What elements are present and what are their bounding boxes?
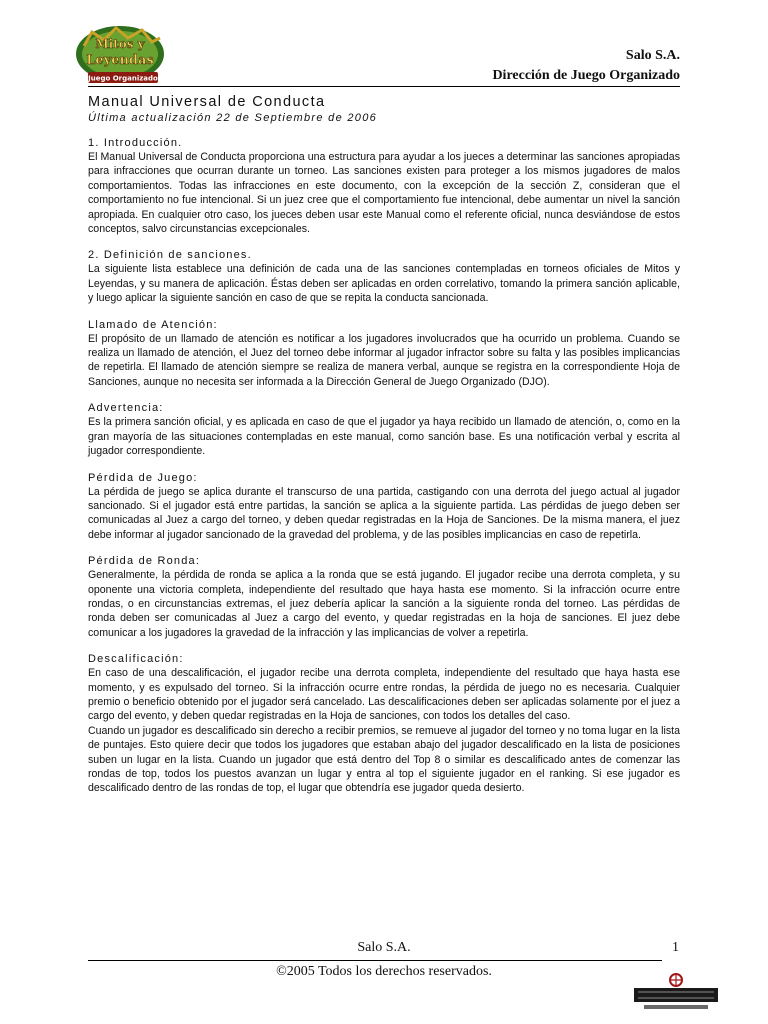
svg-text:Juego Organizado: Juego Organizado bbox=[88, 74, 158, 83]
footer-divider bbox=[88, 960, 662, 961]
header-department: Dirección de Juego Organizado bbox=[492, 68, 680, 83]
header-divider bbox=[88, 86, 680, 87]
section-heading: Descalificación: bbox=[88, 653, 184, 666]
section-advertencia bbox=[88, 401, 680, 458]
section-introduccion bbox=[88, 136, 680, 236]
section-heading: Llamado de Atención: bbox=[88, 318, 218, 331]
section-heading: Pérdida de Ronda: bbox=[88, 555, 201, 568]
svg-text:Leyendas: Leyendas bbox=[86, 53, 154, 68]
page-number: 1 bbox=[672, 940, 679, 955]
section-text: El propósito de un llamado de atención es notificar a los jugadores involucrados que ha ocurrido un problema. Cuando se realiza un llamado de atención, el Juez del torneo debe informar al jugador infractor sobre su falta y las posibles implicancias de repetirla. El llamado de atención siempre se realiza de manera verbal, aunque se registra en la correspondiente Hoja de Sanciones, aunque no necesita ser informada a la Dirección General de Juego Organizado (DJO). bbox=[88, 332, 680, 388]
document-subtitle: Última actualización 22 de Septiembre de 2006 bbox=[88, 112, 378, 124]
section-perdida-de-ronda bbox=[88, 554, 680, 640]
svg-text:Mitos y: Mitos y bbox=[95, 37, 145, 51]
section-heading: Advertencia: bbox=[88, 402, 164, 415]
section-text: La siguiente lista establece una definición de cada una de las sanciones contempladas en torneos oficiales de Mitos y Leyendas, y su manera de aplicación. Éstas deben ser aplicadas en orden correlativo, tomando la primera sanción aplicable, y luego aplicar la siguiente sanción en caso de que se repita la conducta sancionada. bbox=[88, 263, 680, 305]
section-text: Es la primera sanción oficial, y es aplicada en caso de que el jugador ya haya recibido un llamado de atención, o, como en la gran mayoría de las situaciones contempladas en este manual, como sanción base. Es una notificación verbal y escrita al jugador correspondiente. bbox=[88, 416, 680, 458]
section-text: Cuando un jugador es descalificado sin derecho a recibir premios, se remueve al jugador del torneo y no toma lugar en la lista de puntajes. Esto quiere decir que todos los jugadores que estaban abajo del jugador descalificado en la lista de posiciones suben un lugar en la lista. Cuando un jugador que está dentro del Top 8 o similar es descalificado antes de comenzar las rondas de top, todos los puestos avanzan un lugar y entra al top el siguiente jugador en el ranking. Si ese jugador es descalificado dentro de las rondas de top, el lugar que obtendría ese jugador queda desierto. bbox=[88, 724, 680, 795]
section-text: El Manual Universal de Conducta proporciona una estructura para ayudar a los jueces a determinar las sanciones apropiadas para infracciones que ocurran durante un torneo. Las sanciones existen para proteger a los mismos jugadores de malos comportamientos. Todas las infracciones en este documento, con la excepción de la sección Z, consideran que el comportamiento no fue intencional. Si un juez cree que el comportamiento fue intencional, debe aumentar un nivel la sanción apropiada. En cualquier otro caso, los jueces deben usar este Manual como el referente oficial, nunca desviándose de estos conceptos, salvo circunstancias excepcionales. bbox=[88, 151, 680, 236]
section-descalificacion bbox=[88, 652, 680, 796]
section-heading: 1. Introducción. bbox=[88, 137, 183, 149]
section-definicion-sanciones bbox=[88, 248, 680, 305]
section-text: La pérdida de juego se aplica durante el transcurso de una partida, castigando con una derrota del juego actual al jugador sancionado. Si el jugador está entre partidas, la sanción se aplica a la siguiente partida. Las pérdidas de juego deben ser comunicadas al Juez a cargo del torneo, y deben quedar registradas en la Hoja de Sanciones. De la misma manera, el juez debe informar al jugador sancionado de la gravedad del problema, y de las posibles implicancias en caso de repetirla. bbox=[88, 485, 680, 541]
editorial-logo-icon bbox=[630, 972, 722, 1012]
document-title: Manual Universal de Conducta bbox=[88, 94, 326, 110]
footer-copyright: ©2005 Todos los derechos reservados. bbox=[276, 964, 492, 979]
section-llamado-de-atencion bbox=[88, 318, 680, 390]
footer-company: Salo S.A. bbox=[357, 940, 411, 955]
header-company: Salo S.A. bbox=[625, 48, 680, 63]
document-body bbox=[88, 94, 680, 808]
section-heading: 2. Definición de sanciones. bbox=[88, 249, 252, 262]
section-heading: Pérdida de Juego: bbox=[88, 471, 198, 484]
section-text: Generalmente, la pérdida de ronda se aplica a la ronda que se está jugando. El jugador recibe una derrota completa, y su oponente una victoria completa, independiente del resultado que haya hasta ese momento. Si la infracción ocurre entre rondas, o en circunstancias extremas, el juez debería aplicar la sanción a la siguiente ronda del torneo. Las pérdidas de ronda deben ser comunicadas al Juez a cargo del evento, y quedar registradas en la hoja de sanciones. El juez debe comunicar a los jugadores la gravedad de la infracción y las implicancias de volver a repetirla. bbox=[88, 569, 680, 639]
section-perdida-de-juego bbox=[88, 471, 680, 543]
mitos-y-leyendas-logo-icon bbox=[74, 24, 170, 88]
page-header bbox=[492, 46, 680, 86]
section-text: En caso de una descalificación, el jugador recibe una derrota completa, independiente del resultado que haya hasta ese momento, y es expulsado del torneo. Si la infracción ocurre entre rondas, la pérdida de juego no es necesaria. Cualquier premio o beneficio obtenido por el jugador será cancelado. Las descalificaciones deben ser aplicadas solamente por el juez a cargo del evento, y deben quedar registradas en la Hoja de sanciones, con todos los detalles del caso. bbox=[88, 667, 680, 723]
